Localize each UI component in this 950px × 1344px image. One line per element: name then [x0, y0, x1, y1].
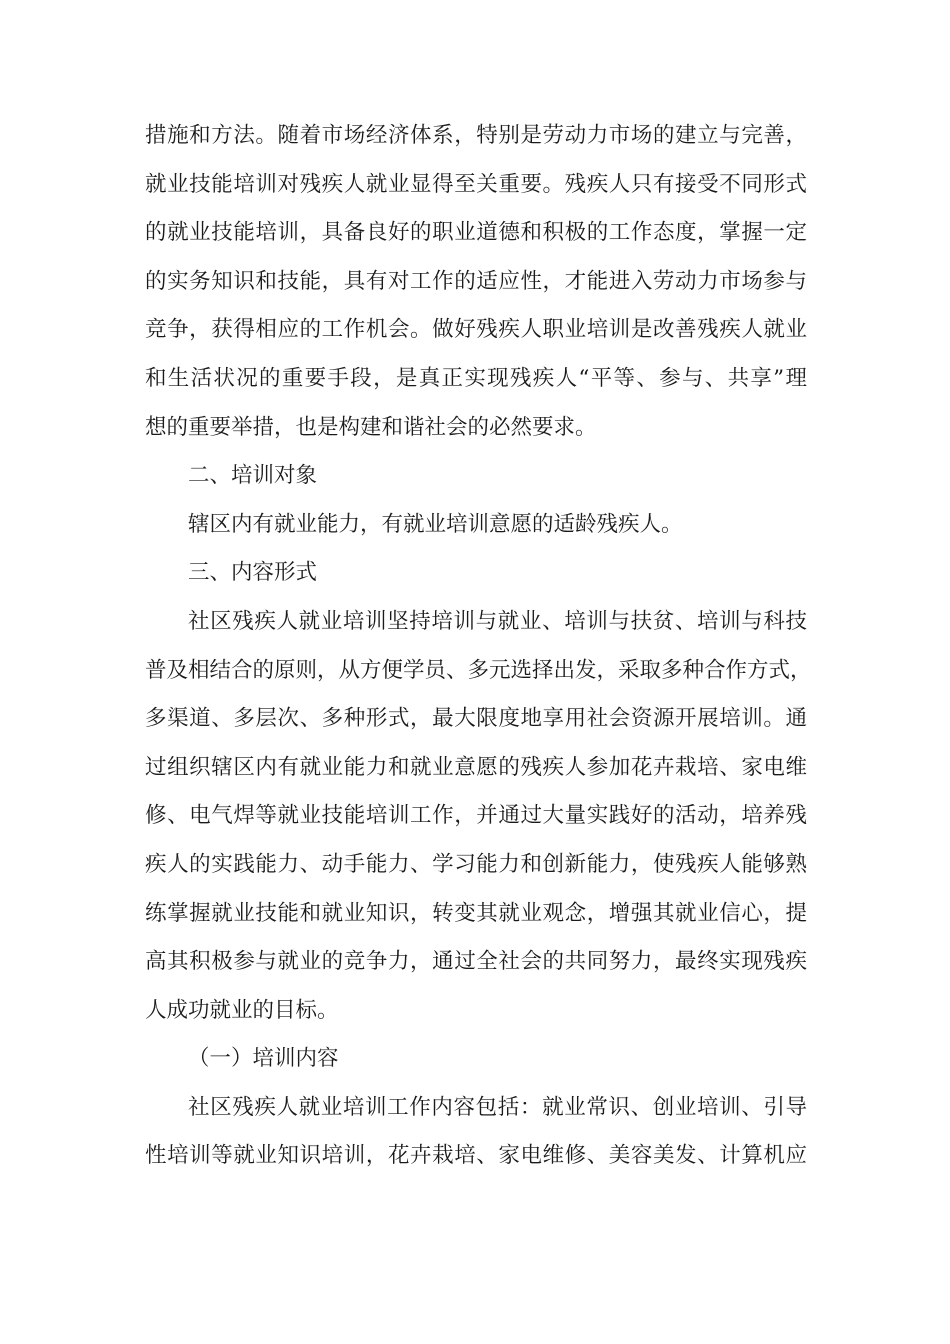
section-heading: 三、内容形式 [188, 560, 318, 586]
paragraph-line: 社区残疾人就业培训坚持培训与就业、培训与扶贫、培训与科技 [188, 608, 807, 634]
paragraph-line: 过组织辖区内有就业能力和就业意愿的残疾人参加花卉栽培、家电维 [145, 754, 807, 780]
paragraph-line: 人成功就业的目标。 [145, 997, 339, 1023]
paragraph-line: 疾人的实践能力、动手能力、学习能力和创新能力，使残疾人能够熟 [145, 851, 807, 877]
paragraph-line: 辖区内有就业能力，有就业培训意愿的适龄残疾人。 [188, 511, 683, 537]
paragraph-line: 竞争，获得相应的工作机会。做好残疾人职业培训是改善残疾人就业 [145, 317, 807, 343]
paragraph-line: 练掌握就业技能和就业知识，转变其就业观念，增强其就业信心，提 [145, 900, 807, 926]
document-body [145, 112, 812, 1181]
paragraph-line: 的就业技能培训，具备良好的职业道德和积极的工作态度，掌握一定 [145, 220, 807, 246]
paragraph-line: 普及相结合的原则，从方便学员、多元选择出发，采取多种合作方式， [145, 657, 812, 683]
paragraph-line: 就业技能培训对残疾人就业显得至关重要。残疾人只有接受不同形式 [145, 171, 807, 197]
paragraph-line: 性培训等就业知识培训，花卉栽培、家电维修、美容美发、计算机应 [145, 1143, 807, 1169]
paragraph-line: 措施和方法。随着市场经济体系，特别是劳动力市场的建立与完善， [145, 123, 807, 148]
subsection-heading: （一）培训内容 [188, 1046, 339, 1072]
paragraph-line: 社区残疾人就业培训工作内容包括：就业常识、创业培训、引导 [188, 1094, 807, 1120]
section-heading: 二、培训对象 [188, 463, 318, 489]
paragraph-line: 多渠道、多层次、多种形式，最大限度地享用社会资源开展培训。通 [145, 706, 807, 732]
paragraph-line: 修、电气焊等就业技能培训工作，并通过大量实践好的活动，培养残 [145, 803, 807, 829]
paragraph-line: 想的重要举措，也是构建和谐社会的必然要求。 [145, 414, 597, 440]
paragraph-line: 和生活状况的重要手段，是真正实现残疾人“平等、参与、共享”理 [145, 365, 807, 391]
paragraph-line: 高其积极参与就业的竞争力，通过全社会的共同努力，最终实现残疾 [145, 949, 807, 975]
paragraph-line: 的实务知识和技能，具有对工作的适应性，才能进入劳动力市场参与 [145, 268, 807, 294]
